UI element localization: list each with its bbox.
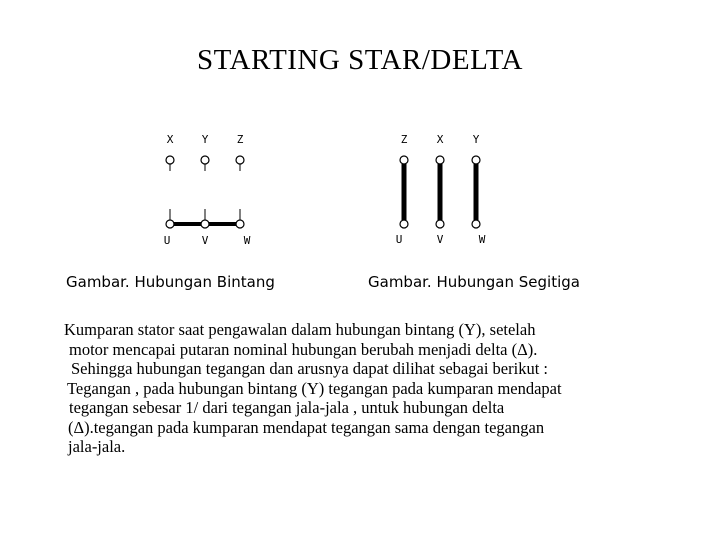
star-top-terminal-label: Z (236, 133, 244, 146)
star-connection-diagram (164, 133, 251, 247)
paragraph-line: Kumparan stator saat pengawalan dalam hubungan bintang (Y), setelah (64, 320, 536, 339)
paragraph-line: tegangan sebesar 1/ dari tegangan jala-jala , untuk hubungan delta (69, 398, 505, 417)
delta-bottom-terminal-label: U (395, 233, 403, 246)
delta-bottom-terminal (436, 220, 444, 228)
delta-diagram-caption: Gambar. Hubungan Segitiga (368, 273, 580, 291)
delta-top-terminal-label: Y (472, 133, 480, 146)
star-bottom-terminal (166, 220, 174, 228)
paragraph-line: Sehingga hubungan tegangan dan arusnya dapat dilihat sebagai berikut : (71, 359, 548, 378)
explanation-paragraph (64, 320, 684, 457)
star-bottom-terminal-label: U (163, 234, 171, 247)
paragraph-line: motor mencapai putaran nominal hubungan berubah menjadi delta (Δ). (69, 339, 538, 359)
paragraph-line: Tegangan , pada hubungan bintang (Y) tegangan pada kumparan mendapat (67, 378, 562, 398)
delta-bottom-terminal-label: W (478, 233, 486, 246)
star-bottom-terminal (236, 220, 244, 228)
delta-connection-diagram (396, 133, 486, 246)
star-bottom-terminal (201, 220, 209, 228)
star-top-terminal (201, 156, 209, 164)
star-bottom-terminal-label: W (243, 234, 251, 247)
delta-top-terminal (472, 156, 480, 164)
star-diagram-caption: Gambar. Hubungan Bintang (66, 273, 275, 291)
delta-top-terminal-label: Z (400, 133, 408, 146)
delta-bottom-terminal (400, 220, 408, 228)
delta-top-terminal-label: X (436, 133, 444, 146)
paragraph-line: jala-jala. (68, 437, 126, 456)
star-bottom-terminal-label: V (201, 234, 209, 247)
star-top-terminal-label: X (166, 133, 174, 146)
page-title: STARTING STAR/DELTA (197, 44, 523, 76)
paragraph-line: (Δ).tegangan pada kumparan mendapat tegangan sama dengan tegangan (68, 417, 545, 437)
star-top-terminal-label: Y (201, 133, 209, 146)
star-top-terminal (166, 156, 174, 164)
delta-top-terminal (436, 156, 444, 164)
delta-bottom-terminal (472, 220, 480, 228)
delta-bottom-terminal-label: V (436, 233, 444, 246)
star-top-terminal (236, 156, 244, 164)
delta-top-terminal (400, 156, 408, 164)
